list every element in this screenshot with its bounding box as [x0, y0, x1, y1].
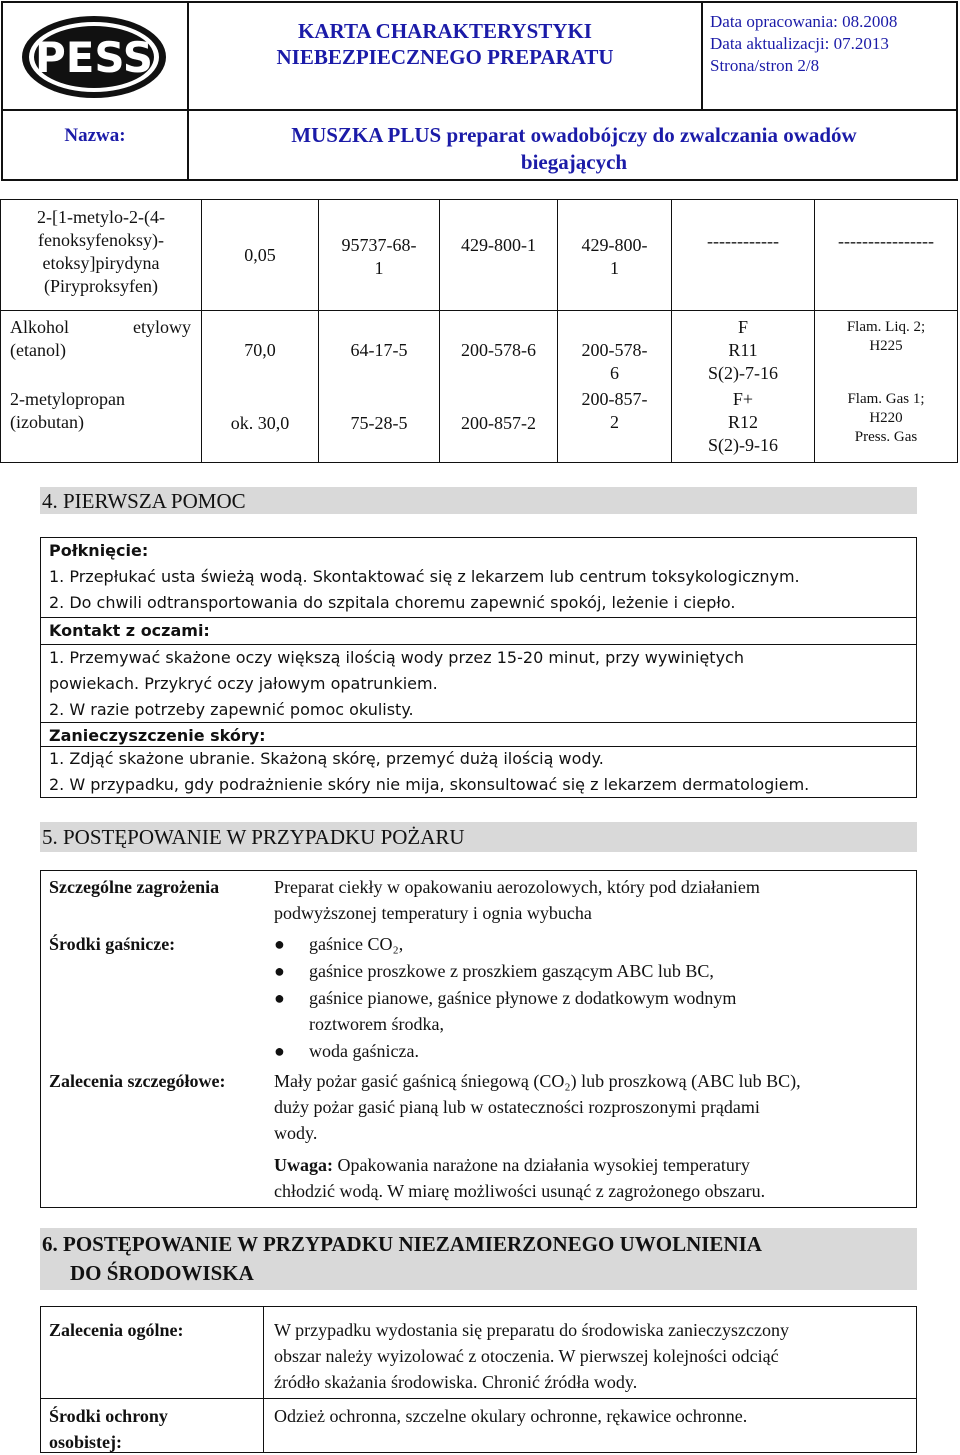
- document-title: [189, 3, 703, 111]
- general-text-3: źródło skażania środowiska. Chronić źródła wody.: [274, 1372, 638, 1392]
- ppe-label: Środki ochrony osobistej:: [49, 1406, 168, 1452]
- component-conc-2: 70,0: [244, 340, 276, 360]
- component-conc-1: 0,05: [244, 245, 276, 265]
- title-line-2: NIEBEZPIECZNEGO PREPARATU: [276, 45, 614, 69]
- hazards-text-2: podwyższonej temperatury i ognia wybucha: [274, 903, 592, 923]
- component-clp-2: Flam. Liq. 2; H225: [846, 319, 926, 354]
- hazards-text-1: Preparat ciekły w opakowaniu aerozolowych, który pod działaniem: [274, 877, 760, 897]
- fire-fighting-box: [40, 870, 917, 1208]
- note-text-2: chłodzić wodą. W miarę możliwości usunąć z zagrożonego obszaru.: [274, 1181, 766, 1201]
- component-index-3: 200-857- 2: [581, 389, 648, 432]
- component-clp-3: Flam. Gas 1; H220 Press. Gas: [847, 391, 925, 445]
- title-line-1: KARTA CHARAKTERYSTYKI: [298, 19, 592, 43]
- general-text-1: W przypadku wydostania się preparatu do środowiska zanieczyszczony: [274, 1320, 789, 1340]
- section-4-title: 4. PIERWSZA POMOC: [40, 487, 917, 514]
- section-6-title-line-2: DO ŚRODOWISKA: [70, 1261, 254, 1285]
- eyes-label: Kontakt z oczami:: [41, 617, 916, 645]
- product-name: [189, 111, 959, 179]
- media-item-2: ● gaśnice proszkowe z proszkiem gaszącym ABC lub BC,: [309, 958, 714, 984]
- skin-step-1: 1. Zdjąć skażone ubranie. Skażoną skórę, przemyć dużą ilością wody.: [49, 749, 604, 768]
- section-6-title-line-1: 6. POSTĘPOWANIE W PRZYPADKU NIEZAMIERZONEGO UWOLNIENIA: [42, 1232, 762, 1256]
- component-name-1: 2-[1-metylo-2-(4- fenoksyfenoksy)- etoksy]pirydyna (Piryproksyfen): [37, 207, 165, 296]
- first-aid-box: [40, 537, 917, 798]
- advice-label: Zalecenia szczegółowe:: [49, 1071, 226, 1091]
- component-ec-3: 200-857-2: [461, 413, 536, 433]
- product-name-line-1: MUSZKA PLUS preparat owadobójczy do zwalczania owadów: [291, 123, 857, 147]
- component-ec-1: 429-800-1: [461, 235, 536, 255]
- bullet-icon: ●: [274, 988, 285, 1008]
- bullet-icon: ●: [274, 1041, 285, 1061]
- logo-text: PESS: [34, 33, 154, 82]
- document-header: [1, 1, 958, 181]
- note-text-1: Uwaga: Opakowania narażone na działania wysokiej temperatury: [274, 1155, 750, 1175]
- eyes-step-2: 2. W razie potrzeby zapewnić pomoc okulisty.: [49, 700, 414, 719]
- swallow-step-1: 1. Przepłukać usta świeżą wodą. Skontaktować się z lekarzem lub centrum toksykologicznym.: [49, 567, 800, 586]
- logo-cell: [3, 3, 189, 111]
- component-class-1: ------------: [707, 231, 779, 251]
- name-label: Nazwa:: [3, 111, 189, 179]
- component-cas-2: 64-17-5: [350, 340, 408, 360]
- general-text-2: obszar należy wyizolować z otoczenia. W pierwszej kolejności odciąć: [274, 1346, 779, 1366]
- media-item-1: ● gaśnice CO₂,: [309, 931, 403, 957]
- advice-text-2: duży pożar gasić pianą lub w ostateczności rozproszonymi prądami: [274, 1097, 760, 1117]
- note-label: Uwaga:: [274, 1155, 333, 1175]
- hazards-label: Szczególne zagrożenia: [49, 877, 220, 897]
- pess-logo: [19, 12, 169, 102]
- component-cas-1: 95737-68- 1: [341, 235, 417, 278]
- eyes-step-1b: powiekach. Przykryć oczy jałowym opatrunkiem.: [49, 674, 438, 693]
- eyes-step-1a: 1. Przemywać skażone oczy większą ilością wody przez 15-20 minut, przy wywiniętych: [49, 648, 744, 667]
- section-6-title: [40, 1228, 917, 1290]
- extinguishing-media-label: Środki gaśnicze:: [49, 934, 176, 954]
- document-meta: [703, 3, 958, 111]
- component-clp-1: ----------------: [838, 231, 934, 251]
- component-conc-3: ok. 30,0: [230, 413, 290, 433]
- skin-label: Zanieczyszczenie skóry:: [41, 722, 916, 747]
- advice-text-1: Mały pożar gasić gaśnicą śniegową (CO₂) lub proszkową (ABC lub BC),: [274, 1071, 801, 1091]
- release-box: [40, 1306, 917, 1453]
- component-index-1: 429-800- 1: [581, 235, 648, 278]
- page-number: Strona/stron 2/8: [710, 56, 820, 75]
- media-item-3b: roztworem środka,: [309, 1014, 444, 1034]
- component-index-2: 200-578- 6: [581, 340, 648, 383]
- swallow-step-2: 2. Do chwili odtransportowania do szpitala choremu zapewnić spokój, leżenie i ciepło.: [49, 593, 736, 612]
- general-label: Zalecenia ogólne:: [49, 1320, 184, 1340]
- advice-text-3: wody.: [274, 1123, 318, 1143]
- component-cas-3: 75-28-5: [350, 413, 408, 433]
- component-ec-2: 200-578-6: [461, 340, 536, 360]
- component-name-2: Alkohol etylowy (etanol): [10, 317, 191, 360]
- media-item-4: ● woda gaśnicza.: [309, 1038, 419, 1064]
- bullet-icon: ●: [274, 934, 285, 954]
- component-class-2: F R11 S(2)-7-16: [708, 317, 778, 383]
- component-class-3: F+ R12 S(2)-9-16: [708, 389, 778, 455]
- product-name-line-2: biegających: [520, 150, 628, 174]
- ppe-text: Odzież ochronna, szczelne okulary ochronne, rękawice ochronne.: [274, 1406, 748, 1426]
- swallow-label: Połknięcie:: [49, 541, 149, 560]
- skin-step-2: 2. W przypadku, gdy podrażnienie skóry nie mija, skonsultować się z lekarzem dermatologiem.: [49, 775, 810, 794]
- date-updated: Data aktualizacji: 07.2013: [710, 34, 889, 53]
- components-table: [0, 199, 958, 463]
- media-item-3: ● gaśnice pianowe, gaśnice płynowe z dodatkowym wodnym: [309, 985, 909, 1011]
- component-name-3: 2-metylopropan (izobutan): [10, 389, 125, 432]
- date-prepared: Data opracowania: 08.2008: [710, 12, 898, 31]
- section-5-title: 5. POSTĘPOWANIE W PRZYPADKU POŻARU: [40, 822, 917, 852]
- bullet-icon: ●: [274, 961, 285, 981]
